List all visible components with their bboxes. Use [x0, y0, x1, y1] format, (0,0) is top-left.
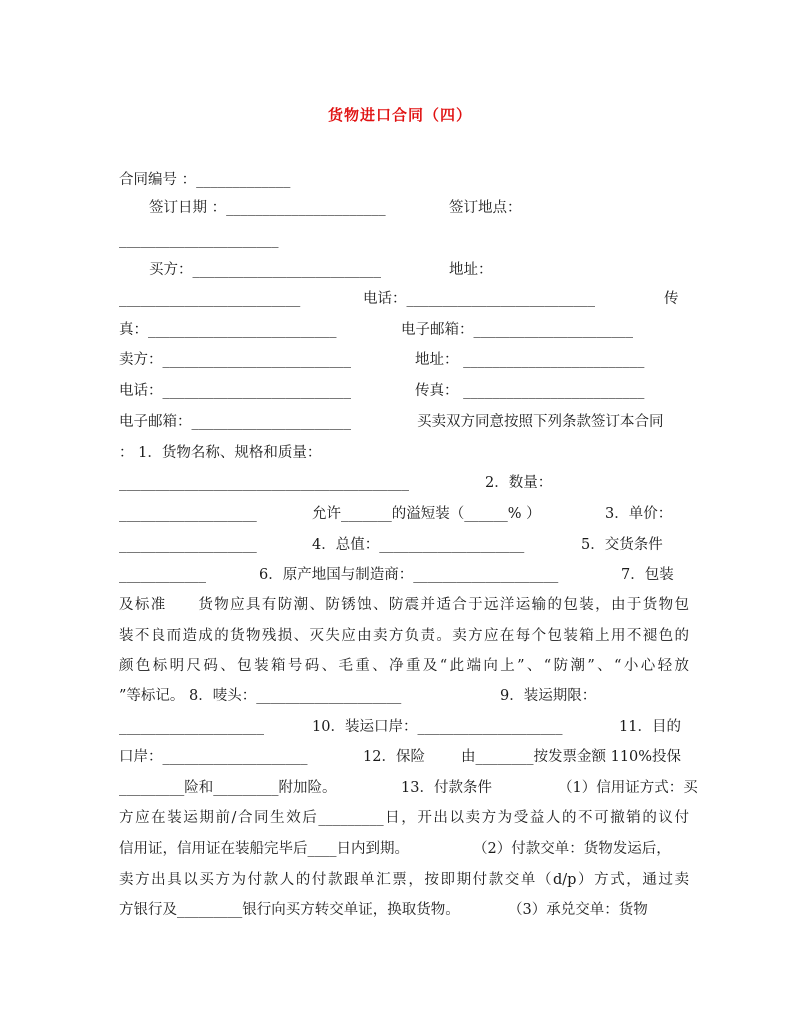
contract-number-line [119, 166, 689, 194]
text-segment: 地址： [449, 262, 493, 278]
port-of-shipment-line [119, 713, 689, 741]
buyer-fax-line [119, 316, 689, 344]
payment-terms-line [119, 774, 698, 802]
seller-phone-line [119, 377, 689, 405]
text-segment: 方银行及_________银行向买方转交单证，换取货物。 [119, 902, 460, 918]
tolerance-line [119, 500, 689, 528]
text-segment: 买卖双方同意按照下列条款签订本合同 [417, 414, 664, 430]
text-segment: 3．单价： [605, 506, 673, 522]
text-segment: 卖方出具以买方为付款人的付款跟单汇票，按即期付款交单（d/p）方式，通过卖 [119, 872, 689, 888]
text-segment: 签订日期 ：______________________ [149, 200, 386, 216]
seller-email-line [119, 408, 689, 436]
text-segment: _________________________ [119, 291, 301, 307]
text-segment: 12．保险 [363, 749, 425, 765]
text-segment: 合同编号 ：_____________ [119, 172, 291, 188]
packing-paragraph-line [119, 622, 689, 650]
text-segment: ____________ [119, 567, 206, 583]
text-segment: 电子邮箱：______________________ [119, 414, 351, 430]
text-segment: 颜色标明尺码、包装箱号码、毛重、净重及“此端向上”、“防潮”、“小心轻放 [119, 658, 689, 674]
text-segment: 13．付款条件 [401, 780, 492, 796]
text-segment: 信用证，信用证在装船完毕后____日内到期。 [119, 841, 409, 857]
origin-line [119, 561, 689, 589]
text-segment: 方应在装运期前/合同生效后_________日，开出以卖方为受益人的不可撤销的议付 [119, 810, 689, 826]
goods-name-line [119, 439, 689, 467]
text-segment: 装不良而造成的货物残损、灭失应由卖方负责。卖方应在每个包装箱上用不褪色的 [119, 628, 689, 644]
buyer-address-line [119, 285, 689, 313]
text-segment: 11．目的 [619, 719, 681, 735]
text-segment: 买方：__________________________ [149, 262, 381, 278]
text-segment: 签订地点： [449, 200, 522, 216]
text-segment: 7．包装 [621, 567, 674, 583]
text-segment: （1）信用证方式：买 [558, 780, 698, 796]
document-title: 货物进口合同（四） [327, 106, 472, 124]
text-segment: 真：__________________________ [119, 322, 337, 338]
text-segment: 电话：__________________________ [363, 291, 595, 307]
text-segment: _________险和_________附加险。 [119, 780, 337, 796]
sign-place-line [119, 226, 689, 254]
payment-paragraph-line [119, 804, 689, 832]
text-segment: 由________按发票金额 110%投保 [461, 749, 682, 765]
text-segment: ”等标记。 8．唛头：____________________ [119, 688, 402, 704]
text-segment: ________________________________________ [119, 475, 409, 491]
buyer-line [119, 256, 689, 284]
packing-paragraph-line [119, 591, 689, 619]
insurance-line [119, 743, 689, 771]
text-segment: ____________________ [119, 719, 264, 735]
sign-date-line [119, 194, 689, 222]
text-segment: ___________________ [119, 506, 257, 522]
packing-paragraph-line [119, 652, 689, 680]
text-segment: 及标准 货物应具有防潮、防锈蚀、防震并适合于远洋运输的包装，由于货物包 [119, 597, 689, 613]
text-segment: 传真： _________________________ [415, 383, 645, 399]
payment-paragraph-line [119, 866, 689, 894]
text-segment: 地址： _________________________ [415, 352, 645, 368]
shipping-mark-line [119, 682, 689, 710]
payment-paragraph-line [119, 835, 689, 863]
text-segment: 口岸：____________________ [119, 749, 308, 765]
text-segment: ___________________ [119, 537, 257, 553]
text-segment: （3）承兑交单：货物 [508, 902, 648, 918]
text-segment: ： 1．货物名称、规格和质量： [119, 445, 322, 461]
payment-paragraph-line [119, 896, 689, 924]
text-segment: 2．数量： [485, 475, 553, 491]
text-segment: ______________________ [119, 232, 279, 248]
text-segment: 卖方：__________________________ [119, 352, 351, 368]
text-segment: 5．交货条件 [581, 537, 663, 553]
total-value-line [119, 531, 689, 559]
text-segment: 10．装运口岸：____________________ [312, 719, 563, 735]
seller-line [119, 346, 689, 374]
quantity-line [119, 469, 689, 497]
text-segment: 6．原产地国与制造商：____________________ [259, 567, 559, 583]
text-segment: 电子邮箱：______________________ [401, 322, 633, 338]
text-segment: 允许_______的溢短装（______% ） [312, 506, 541, 522]
text-segment: 传 [664, 291, 679, 307]
text-segment: 9．装运期限： [500, 688, 597, 704]
text-segment: 4．总值：____________________ [312, 537, 525, 553]
text-segment: （2）付款交单：货物发运后， [473, 841, 671, 857]
text-segment: 电话：__________________________ [119, 383, 351, 399]
